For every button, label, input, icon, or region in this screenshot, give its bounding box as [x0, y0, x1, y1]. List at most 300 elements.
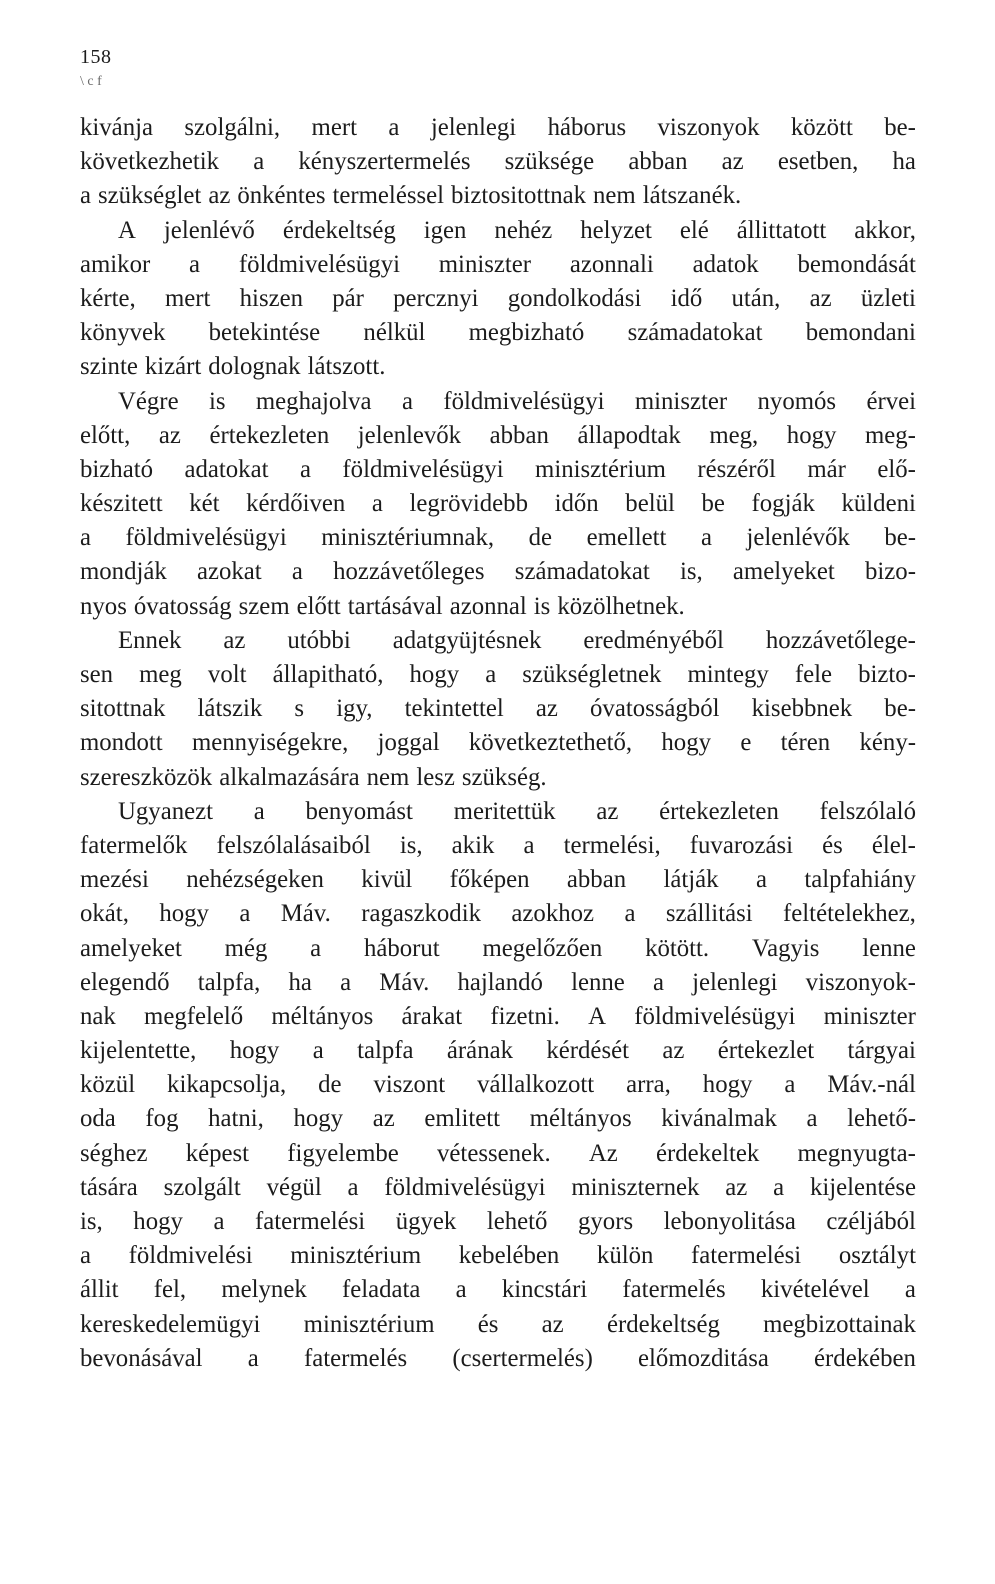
text-word: készitett: [80, 490, 163, 518]
text-word: a: [189, 250, 201, 278]
text-word: Végre: [118, 387, 179, 415]
text-word: felszólaló: [819, 797, 916, 825]
text-word: látszott.: [307, 353, 386, 381]
text-word: a: [388, 114, 400, 141]
text-word: szüksége: [504, 148, 595, 176]
text-word: nem: [593, 182, 636, 210]
text-word: bizo-: [865, 558, 916, 586]
text-word: a: [784, 1071, 796, 1099]
text-word: is: [533, 592, 551, 620]
text-word: feltételekhez,: [783, 900, 916, 928]
text-word: jelenlegi: [692, 968, 778, 996]
text-word: utóbbi: [287, 626, 351, 654]
text-word: kikapcsolja,: [167, 1071, 287, 1099]
text-word: emellett: [586, 524, 667, 552]
text-line: [80, 966, 916, 1000]
text-word: földmivelésügyi: [238, 250, 400, 278]
text-word: lehető-: [847, 1105, 916, 1133]
text-line: [80, 795, 916, 829]
text-word: de: [318, 1071, 342, 1099]
text-word: viszonyok-: [805, 968, 916, 996]
text-word: érdekeltség: [606, 1310, 720, 1338]
text-word: a: [80, 524, 92, 552]
text-word: az: [725, 1173, 748, 1201]
text-word: a: [904, 1276, 916, 1304]
text-word: be-: [884, 524, 916, 552]
text-word: fele: [794, 661, 833, 688]
text-word: vállalkozott: [477, 1071, 595, 1099]
stray-ink-mark: \ c f: [80, 74, 102, 89]
text-line: [80, 1000, 916, 1034]
text-word: árakat: [401, 1002, 463, 1030]
text-word: ha: [288, 968, 312, 996]
text-word: bizható: [80, 455, 153, 483]
text-word: is,: [679, 558, 703, 586]
text-word: mintegy: [687, 661, 769, 688]
text-line: [80, 1205, 916, 1239]
text-word: földmivelésügyi: [443, 387, 605, 415]
text-word: előtt,: [80, 421, 131, 449]
text-word: lesz: [416, 763, 455, 791]
text-word: alkalmazására: [219, 763, 360, 791]
text-word: abban: [566, 866, 627, 894]
text-word: nyos: [80, 592, 127, 620]
text-word: lenne: [571, 968, 625, 996]
text-word: percznyi: [393, 284, 479, 312]
text-word: A: [588, 1002, 607, 1030]
text-word: óvatosság: [133, 592, 232, 620]
text-word: nehézségeken: [186, 866, 324, 894]
text-word: gondolkodási: [507, 284, 642, 312]
text-word: amelyeket: [80, 934, 182, 962]
text-line: [80, 829, 916, 863]
text-word: elő-: [877, 455, 916, 483]
text-word: a: [652, 968, 664, 996]
text-word: háborut: [363, 934, 440, 962]
text-word: a: [340, 968, 352, 996]
text-word: a: [80, 1242, 92, 1270]
text-word: végül: [266, 1173, 322, 1201]
text-line: [80, 145, 916, 179]
text-word: óvatosságból: [590, 695, 720, 723]
text-word: részéről: [697, 455, 776, 483]
text-word: állittatott: [736, 216, 827, 244]
text-word: miniszter: [823, 1002, 916, 1030]
text-word: kérte,: [80, 284, 136, 312]
text-word: minisztérium: [290, 1242, 422, 1270]
text-word: közül: [80, 1071, 136, 1099]
text-word: között: [790, 114, 853, 141]
text-word: érdekében: [814, 1344, 916, 1372]
text-word: még: [224, 934, 268, 962]
text-word: már: [807, 455, 846, 483]
text-word: igy,: [336, 695, 373, 723]
text-line: [80, 692, 916, 726]
text-word: kény-: [859, 729, 916, 757]
text-line: [80, 555, 916, 589]
text-word: hogy: [293, 1105, 344, 1133]
text-word: viszont: [373, 1071, 446, 1099]
text-word: előmozditása: [638, 1344, 769, 1372]
text-word: megbizható: [468, 319, 585, 347]
text-word: lenne: [862, 934, 916, 962]
text-word: talpfa,: [197, 968, 261, 996]
text-word: szükséglet: [98, 182, 202, 210]
text-word: hogy: [661, 729, 711, 757]
text-word: értekezlet: [717, 1037, 815, 1065]
text-word: földmivelésügyi: [384, 1173, 546, 1201]
text-line: [80, 624, 916, 658]
text-line: [80, 1137, 916, 1171]
text-word: megelőzően: [482, 934, 603, 962]
text-line: [80, 726, 916, 760]
text-word: meg,: [709, 421, 759, 449]
text-word: Vagyis: [751, 934, 820, 962]
text-word: biztositottnak: [451, 182, 587, 210]
text-word: benyomást: [305, 797, 413, 825]
text-word: hogy: [159, 900, 209, 928]
text-word: mezési: [80, 866, 149, 894]
text-word: tárgyai: [847, 1037, 916, 1065]
text-word: amelyeket: [732, 558, 835, 586]
text-word: abban: [628, 148, 688, 176]
text-line: [80, 316, 916, 350]
text-word: akik: [451, 831, 495, 859]
text-word: látszik: [197, 695, 263, 723]
text-word: termeléssel: [332, 182, 445, 210]
text-word: látszanék.: [642, 182, 742, 210]
text-word: de: [528, 524, 553, 552]
text-word: betekintése: [208, 319, 321, 347]
text-word: esetben,: [777, 148, 859, 176]
text-word: fatermelés: [622, 1276, 726, 1304]
text-word: a: [806, 1105, 818, 1133]
text-line: [80, 897, 916, 931]
text-word: kereskedelemügyi: [80, 1310, 261, 1338]
text-word: feladata: [341, 1276, 421, 1304]
text-word: időn: [554, 490, 599, 518]
text-word: üzleti: [860, 284, 916, 312]
text-word: a: [347, 1173, 359, 1201]
text-word: legrövidebb: [409, 490, 528, 518]
text-word: fizetni.: [490, 1002, 560, 1030]
text-word: minisztérium: [535, 455, 666, 483]
text-word: szolgálni,: [184, 114, 281, 141]
text-word: ügyek: [395, 1208, 457, 1235]
text-word: kebelében: [458, 1242, 560, 1270]
text-word: hogy: [133, 1208, 183, 1235]
text-word: az: [809, 284, 832, 312]
text-word: megfelelő: [144, 1002, 244, 1030]
text-word: miniszter: [438, 250, 532, 278]
text-word: oda: [80, 1105, 116, 1133]
text-word: kijelentése: [809, 1173, 916, 1201]
text-word: lebonyolitása: [663, 1208, 796, 1235]
text-word: a: [755, 866, 767, 894]
text-line: [80, 385, 916, 419]
text-word: előtt: [296, 592, 341, 620]
text-word: bemondani: [805, 319, 916, 347]
text-word: kivül: [361, 866, 413, 894]
text-word: kijelentette,: [80, 1037, 197, 1065]
text-word: méltányos: [271, 1002, 374, 1030]
text-word: kivételével: [760, 1276, 870, 1304]
text-word: sen: [80, 661, 114, 688]
text-word: mondják: [80, 558, 167, 586]
text-word: a: [247, 1344, 259, 1372]
text-word: közölhetnek.: [557, 592, 685, 620]
text-line: [80, 111, 916, 145]
text-word: a: [700, 524, 712, 552]
text-word: fel,: [153, 1276, 187, 1304]
text-word: tartásával: [347, 592, 443, 620]
text-word: jelenlevők: [357, 421, 462, 449]
text-word: állapitható,: [272, 661, 384, 688]
text-word: bemondását: [797, 250, 916, 278]
page-number: 158: [80, 46, 112, 68]
text-word: minisztériumnak,: [321, 524, 495, 552]
text-word: a: [312, 1037, 324, 1065]
body-text: [80, 111, 916, 1376]
text-word: földmivelésügyi: [634, 1002, 796, 1030]
text-word: a: [485, 661, 497, 688]
text-word: fogják: [751, 490, 815, 518]
text-word: képest: [185, 1139, 250, 1167]
text-word: volt: [207, 661, 247, 688]
text-line: [80, 282, 916, 316]
text-word: joggal: [377, 729, 440, 757]
text-word: kötött.: [645, 934, 710, 962]
text-word: lehető: [486, 1208, 548, 1235]
text-word: földmivelésügyi: [342, 455, 504, 483]
text-word: külön: [596, 1242, 654, 1270]
text-word: gyors: [578, 1208, 634, 1235]
text-word: az: [596, 797, 619, 825]
text-word: viszonyok: [657, 114, 760, 141]
text-line: [80, 419, 916, 453]
text-word: szállitási: [665, 900, 753, 928]
text-word: a: [213, 1208, 225, 1235]
text-word: Máv.: [280, 900, 331, 928]
text-word: meg: [139, 661, 182, 688]
text-word: küldeni: [841, 490, 916, 518]
text-word: nehéz: [494, 216, 553, 244]
text-word: séghez: [80, 1139, 148, 1167]
text-word: és: [477, 1310, 499, 1338]
text-word: (csertermelés): [452, 1344, 593, 1372]
text-word: értekezleten: [209, 421, 330, 449]
text-word: nélkül: [363, 319, 426, 347]
text-word: számadatokat: [514, 558, 650, 586]
text-word: két: [189, 490, 220, 518]
text-line: [80, 1342, 916, 1376]
text-word: nem: [366, 763, 410, 791]
text-word: mert: [311, 114, 357, 141]
text-line: [80, 590, 916, 624]
text-word: meritettük: [453, 797, 556, 825]
text-word: A: [118, 216, 136, 244]
text-word: be: [701, 490, 725, 518]
text-word: adatok: [692, 250, 759, 278]
text-word: szereszközök: [80, 763, 213, 791]
text-word: a: [523, 831, 535, 859]
text-word: kincstári: [501, 1276, 588, 1304]
text-word: kényszertermelés: [298, 148, 471, 176]
text-line: [80, 658, 916, 692]
text-word: fuvarozási: [689, 831, 794, 859]
text-word: azokhoz: [511, 900, 595, 928]
text-word: a: [253, 797, 265, 825]
text-word: a: [299, 455, 311, 483]
text-line: [80, 521, 916, 555]
text-word: hajlandó: [457, 968, 543, 996]
text-word: hogy: [702, 1071, 753, 1099]
text-word: és: [822, 831, 843, 859]
text-word: földmivelési: [128, 1242, 253, 1270]
text-word: szolgált: [163, 1173, 241, 1201]
text-word: adatgyüjtésnek: [392, 626, 542, 654]
text-word: talpfa: [357, 1037, 414, 1065]
text-word: háborus: [547, 114, 627, 141]
text-line: [80, 487, 916, 521]
text-word: a: [401, 387, 413, 415]
text-word: érvei: [866, 387, 916, 415]
text-word: főképen: [449, 866, 530, 894]
text-line: [80, 932, 916, 966]
text-word: vétessenek.: [437, 1139, 551, 1167]
text-word: kisebbnek: [751, 695, 853, 723]
text-word: Máv.: [379, 968, 430, 996]
text-word: az: [223, 626, 246, 654]
text-word: földmivelésügyi: [125, 524, 287, 552]
text-word: az: [535, 695, 558, 723]
text-line: [80, 1102, 916, 1136]
text-word: téren: [780, 729, 831, 757]
text-word: könyvek: [80, 319, 166, 347]
text-word: érdekeltség: [282, 216, 396, 244]
text-word: hozzávetőlege-: [765, 626, 916, 654]
text-word: megnyugta-: [797, 1139, 916, 1167]
text-word: következtethető,: [468, 729, 633, 757]
text-word: miniszternek: [571, 1173, 700, 1201]
text-word: méltányos: [529, 1105, 632, 1133]
text-word: kivánalmak: [661, 1105, 777, 1133]
text-word: adatokat: [184, 455, 269, 483]
text-word: árának: [446, 1037, 513, 1065]
text-word: jelenlegi: [430, 114, 517, 141]
text-line: [80, 453, 916, 487]
text-word: meghajolva: [255, 387, 372, 415]
text-word: mennyiségekre,: [191, 729, 349, 757]
text-word: szükségletnek: [522, 661, 662, 688]
text-word: következhetik: [80, 148, 220, 176]
text-word: helyzet: [580, 216, 652, 244]
text-word: talpfahiány: [804, 866, 916, 894]
text-word: kérdőiven: [246, 490, 346, 518]
text-word: ha: [892, 148, 916, 176]
text-word: hogy: [786, 421, 837, 449]
text-word: a: [291, 558, 303, 586]
text-word: elegendő: [80, 968, 170, 996]
text-line: [80, 1034, 916, 1068]
text-word: tására: [80, 1173, 138, 1201]
text-word: s: [294, 695, 305, 723]
text-word: a: [371, 490, 383, 518]
text-word: Máv.-nál: [827, 1071, 916, 1099]
text-word: eredményéből: [583, 626, 724, 654]
text-word: meg-: [864, 421, 916, 449]
text-word: a: [455, 1276, 467, 1304]
text-word: czéljából: [826, 1208, 916, 1235]
text-word: abban: [489, 421, 549, 449]
text-word: miniszter: [634, 387, 728, 415]
text-word: ragaszkodik: [361, 900, 481, 928]
text-line: [80, 1171, 916, 1205]
text-word: önkéntes: [237, 182, 326, 210]
text-word: hatni,: [208, 1105, 264, 1133]
text-word: is: [208, 387, 226, 415]
text-word: belül: [625, 490, 675, 518]
text-line: [80, 214, 916, 248]
text-word: mert: [164, 284, 211, 312]
text-word: az: [158, 421, 181, 449]
text-word: a: [80, 182, 92, 210]
text-word: állit: [80, 1276, 119, 1304]
text-word: hogy: [409, 661, 460, 688]
text-word: tekintettel: [404, 695, 504, 723]
text-word: akkor,: [854, 216, 916, 244]
text-line: [80, 863, 916, 897]
text-word: is,: [399, 831, 423, 859]
text-word: nak: [80, 1002, 116, 1030]
text-word: amikor: [80, 250, 151, 278]
text-word: látják: [663, 866, 719, 894]
text-word: elé: [679, 216, 709, 244]
text-word: azokat: [196, 558, 262, 586]
text-word: pár: [332, 284, 364, 312]
text-word: után,: [731, 284, 781, 312]
text-word: bizto-: [858, 661, 916, 688]
text-word: e: [740, 729, 752, 757]
text-word: azonnali: [569, 250, 654, 278]
text-line: [80, 248, 916, 282]
text-line: [80, 761, 916, 795]
text-word: az: [372, 1105, 395, 1133]
text-word: be-: [884, 695, 916, 723]
text-word: szinte: [80, 353, 138, 381]
text-word: a: [310, 934, 322, 962]
text-word: az: [662, 1037, 685, 1065]
text-word: idő: [670, 284, 703, 312]
text-word: az: [721, 148, 744, 176]
text-word: kizárt: [144, 353, 202, 381]
text-line: [80, 179, 916, 213]
text-line: [80, 1239, 916, 1273]
text-word: az: [208, 182, 231, 210]
text-word: figyelembe: [287, 1139, 399, 1167]
text-word: élel-: [871, 831, 916, 859]
text-line: [80, 350, 916, 384]
text-word: Az: [588, 1139, 618, 1167]
text-word: fatermelési: [255, 1208, 366, 1235]
text-word: fatermelők: [80, 831, 188, 859]
text-line: [80, 1068, 916, 1102]
text-word: okát,: [80, 900, 129, 928]
text-line: [80, 1308, 916, 1342]
text-word: bevonásával: [80, 1344, 203, 1372]
text-word: arra,: [626, 1071, 671, 1099]
text-word: fog: [145, 1105, 179, 1133]
